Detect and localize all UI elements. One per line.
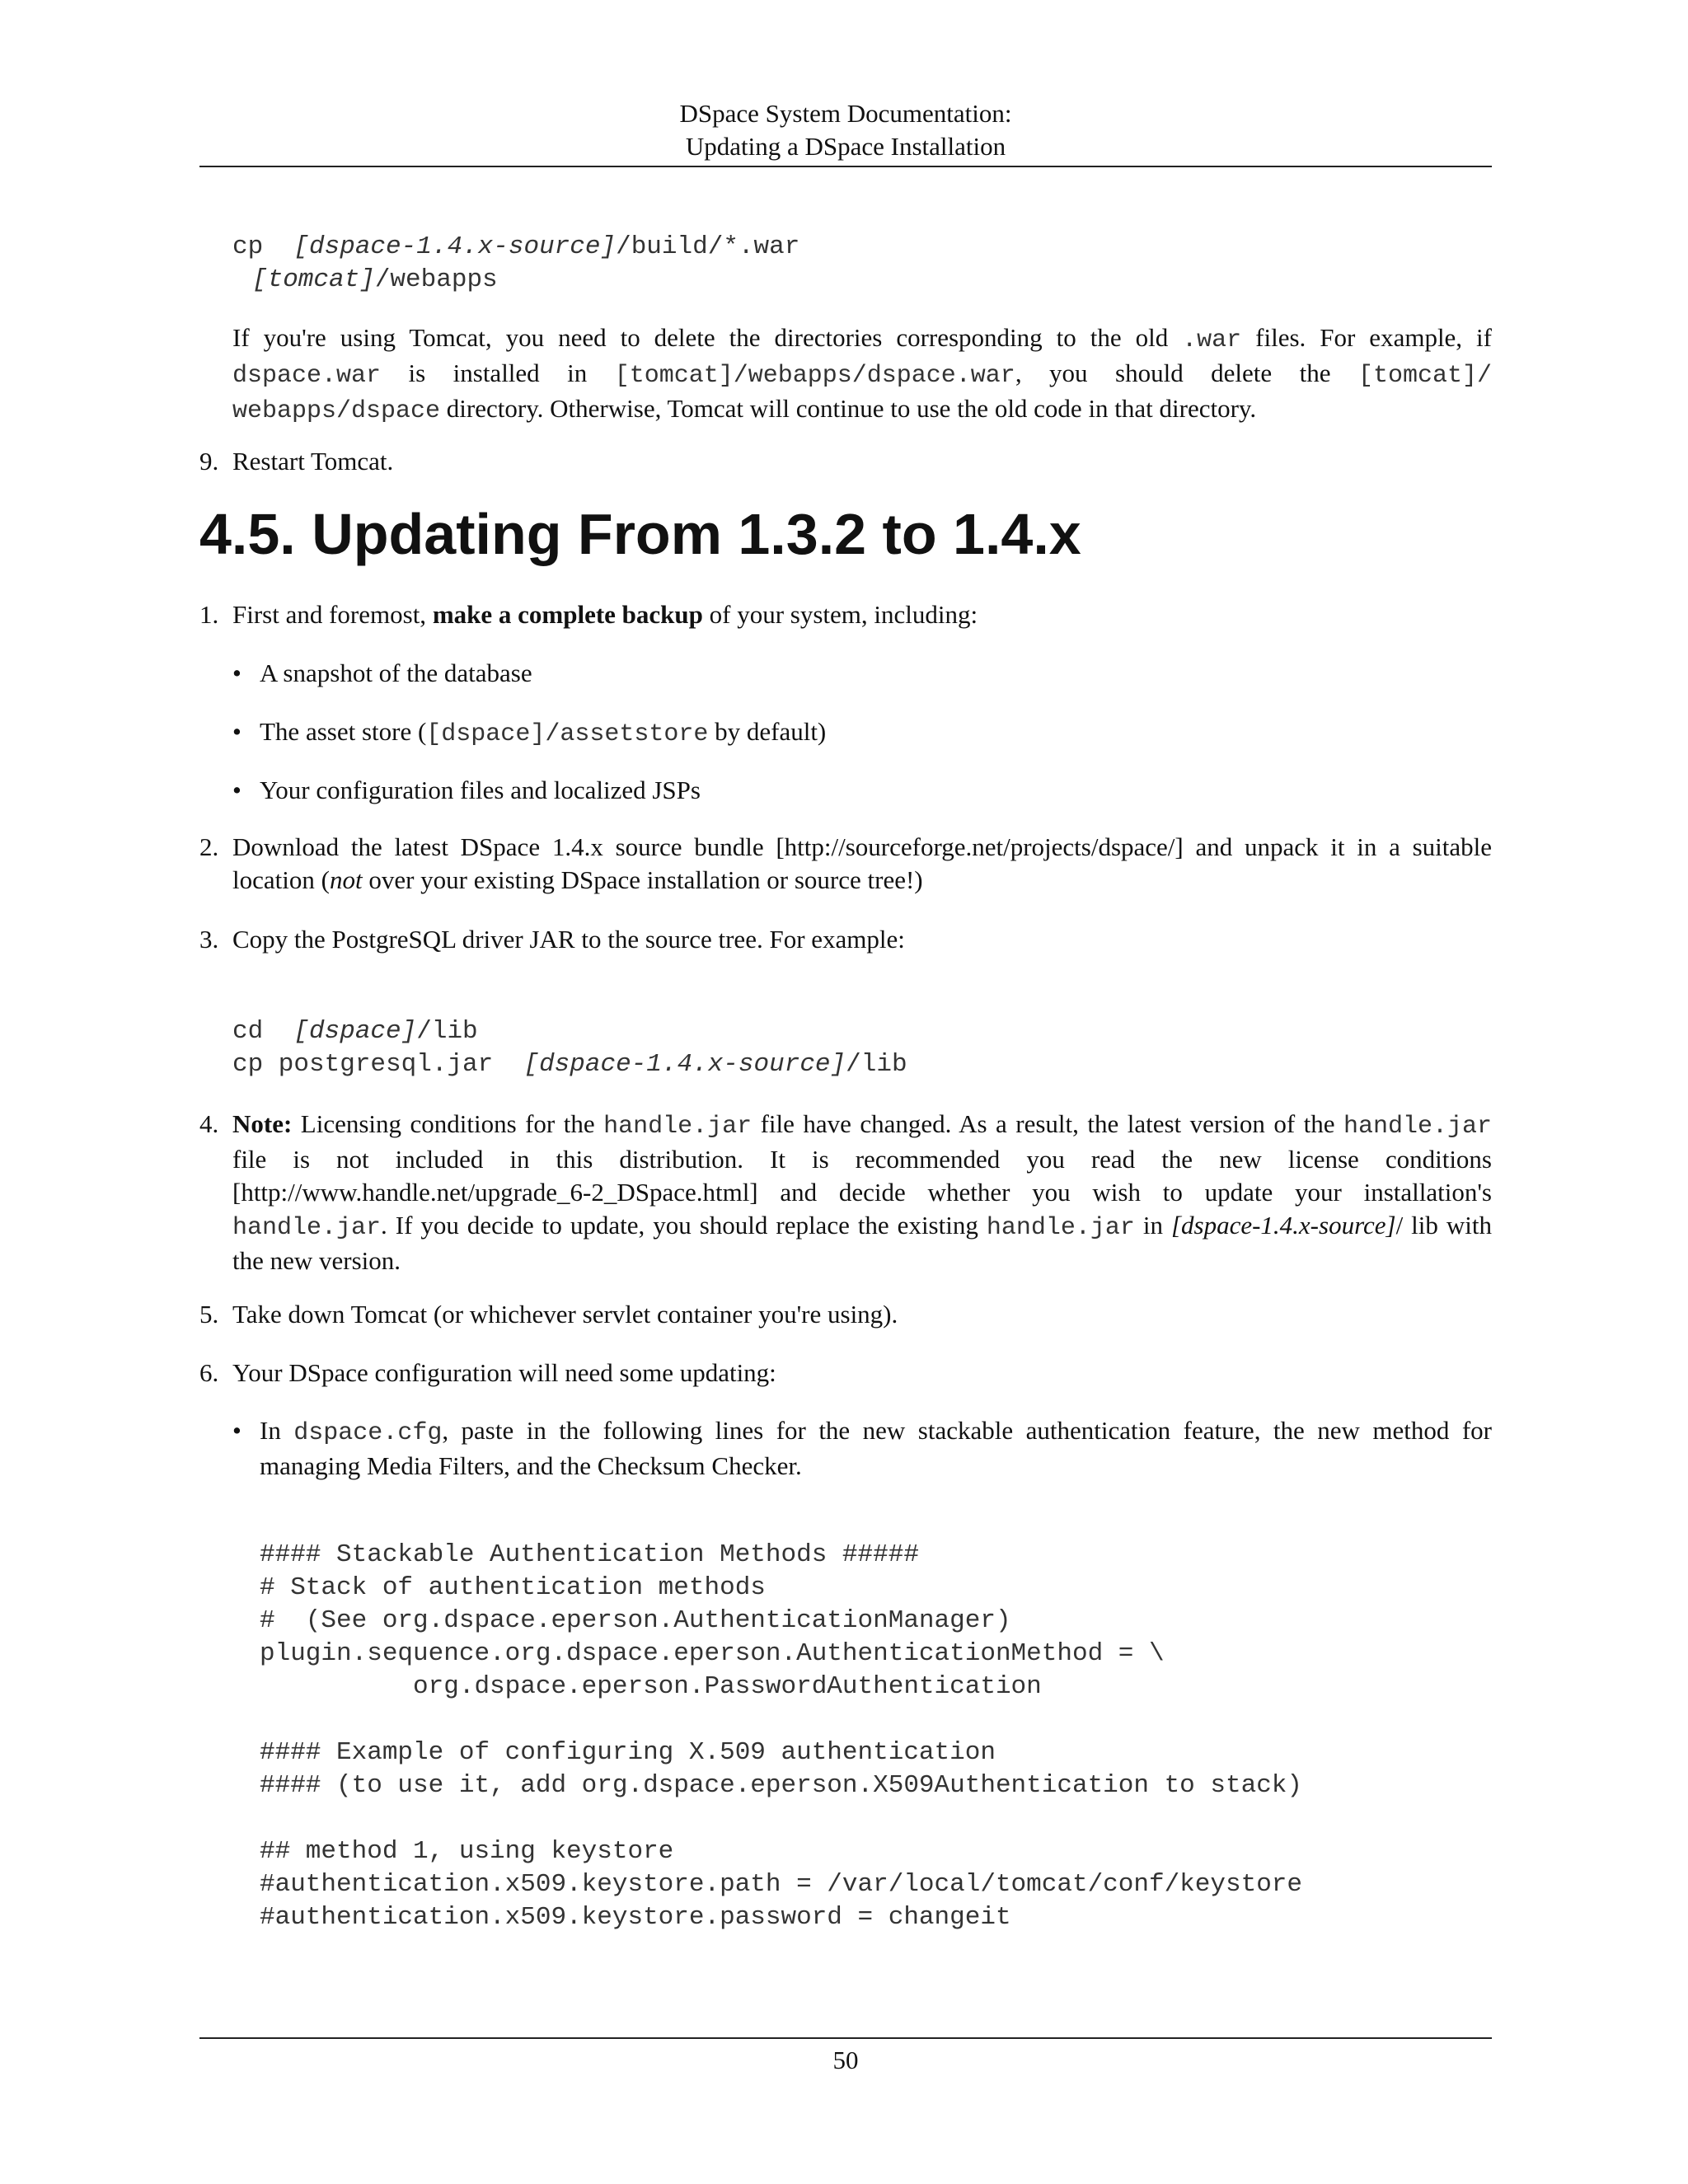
cfg-code-line: org.dspace.eperson.PasswordAuthentication — [260, 1672, 1042, 1701]
code-line-cp-postgresql: cp postgresql.jar [dspace-1.4.x-source]/lib — [232, 1050, 907, 1079]
bullet-mark: • — [232, 776, 241, 804]
step-6-text: Your DSpace configuration will need some updating: — [232, 1358, 776, 1387]
bullet-mark: • — [232, 658, 241, 687]
cfg-code-line: #authentication.x509.keystore.path = /var/local/tomcat/conf/keystore — [260, 1870, 1303, 1899]
cfg-code-line: #### Stackable Authentication Methods ##### — [260, 1540, 919, 1569]
running-header-line1: DSpace System Documentation: — [679, 99, 1012, 128]
header-rule — [199, 166, 1492, 167]
cfg-code-line: # Stack of authentication methods — [260, 1573, 766, 1602]
bullet-mark: • — [232, 1416, 241, 1445]
bullet-dspace-cfg: In dspace.cfg, paste in the following lines for the new stackable authentication feature, the new method for managing Media Filters, and the Checksum Checker. — [260, 1416, 1492, 1480]
code-line-cd-lib: cd [dspace]/lib — [232, 1017, 478, 1046]
running-header-line2: Updating a DSpace Installation — [685, 132, 1006, 161]
cfg-code-line: plugin.sequence.org.dspace.eperson.AuthenticationMethod = \ — [260, 1639, 1165, 1668]
step-1-text: First and foremost, make a complete backup of your system, including: — [232, 600, 978, 629]
step-9-text: Restart Tomcat. — [232, 447, 394, 476]
cfg-code-line: ## method 1, using keystore — [260, 1837, 674, 1866]
step-2-text: Download the latest DSpace 1.4.x source bundle [http://sourceforge.net/projects/dspace/] and unpack it in a suitable location (not over your existing DSpace installation or source tree!) — [232, 832, 1492, 894]
code-line-cp-war: cp [dspace-1.4.x-source]/build/*.war — [232, 232, 800, 261]
step-6-number: 6. — [199, 1358, 219, 1387]
step-5-number: 5. — [199, 1300, 219, 1329]
cfg-code-line: #authentication.x509.keystore.password = changeit — [260, 1903, 1011, 1932]
step-3-text: Copy the PostgreSQL driver JAR to the source tree. For example: — [232, 925, 905, 954]
step-1-number: 1. — [199, 600, 219, 629]
bullet-database-snapshot: A snapshot of the database — [260, 658, 532, 687]
cfg-code-line: # (See org.dspace.eperson.AuthenticationManager) — [260, 1606, 1011, 1635]
page-number: 50 — [832, 2046, 859, 2074]
bullet-mark: • — [232, 717, 241, 746]
step-3-number: 3. — [199, 925, 219, 954]
step-5-text: Take down Tomcat (or whichever servlet container you're using). — [232, 1300, 898, 1329]
step-4-text: Note: Licensing conditions for the handle.jar file have changed. As a result, the latest version of the handle.jar file is not included in this distribution. It is recommended you read the new license conditions [http://www.handle.net/upgrade_6-2_DSpace.html] and decide whether you wish to update your installation's handle.jar. If you decide to update, you should replace the existing handle.jar in [dspace-1.4.x-source]/ lib with the new version. — [232, 1109, 1492, 1275]
footer-rule — [199, 2037, 1492, 2039]
tomcat-note-paragraph: If you're using Tomcat, you need to delete the directories corresponding to the old .war files. For example, if dspace.war is installed in [tomcat]/webapps/dspace.war, you should delete the [tomcat]/ webapps/dspace directory. Otherwise, Tomcat will continue to use the old code in that directory. — [232, 323, 1492, 425]
bullet-config-files: Your configuration files and localized JSPs — [260, 776, 701, 804]
bullet-asset-store: The asset store ([dspace]/assetstore by default) — [260, 717, 827, 748]
code-line-tomcat-webapps: [tomcat]/webapps — [252, 265, 498, 294]
cfg-code-line: #### Example of configuring X.509 authentication — [260, 1738, 996, 1767]
cfg-code-line: #### (to use it, add org.dspace.eperson.X509Authentication to stack) — [260, 1771, 1303, 1800]
step-4-number: 4. — [199, 1109, 219, 1138]
step-2-number: 2. — [199, 832, 219, 861]
step-9-number: 9. — [199, 447, 219, 476]
section-heading: 4.5. Updating From 1.3.2 to 1.4.x — [199, 502, 1081, 566]
